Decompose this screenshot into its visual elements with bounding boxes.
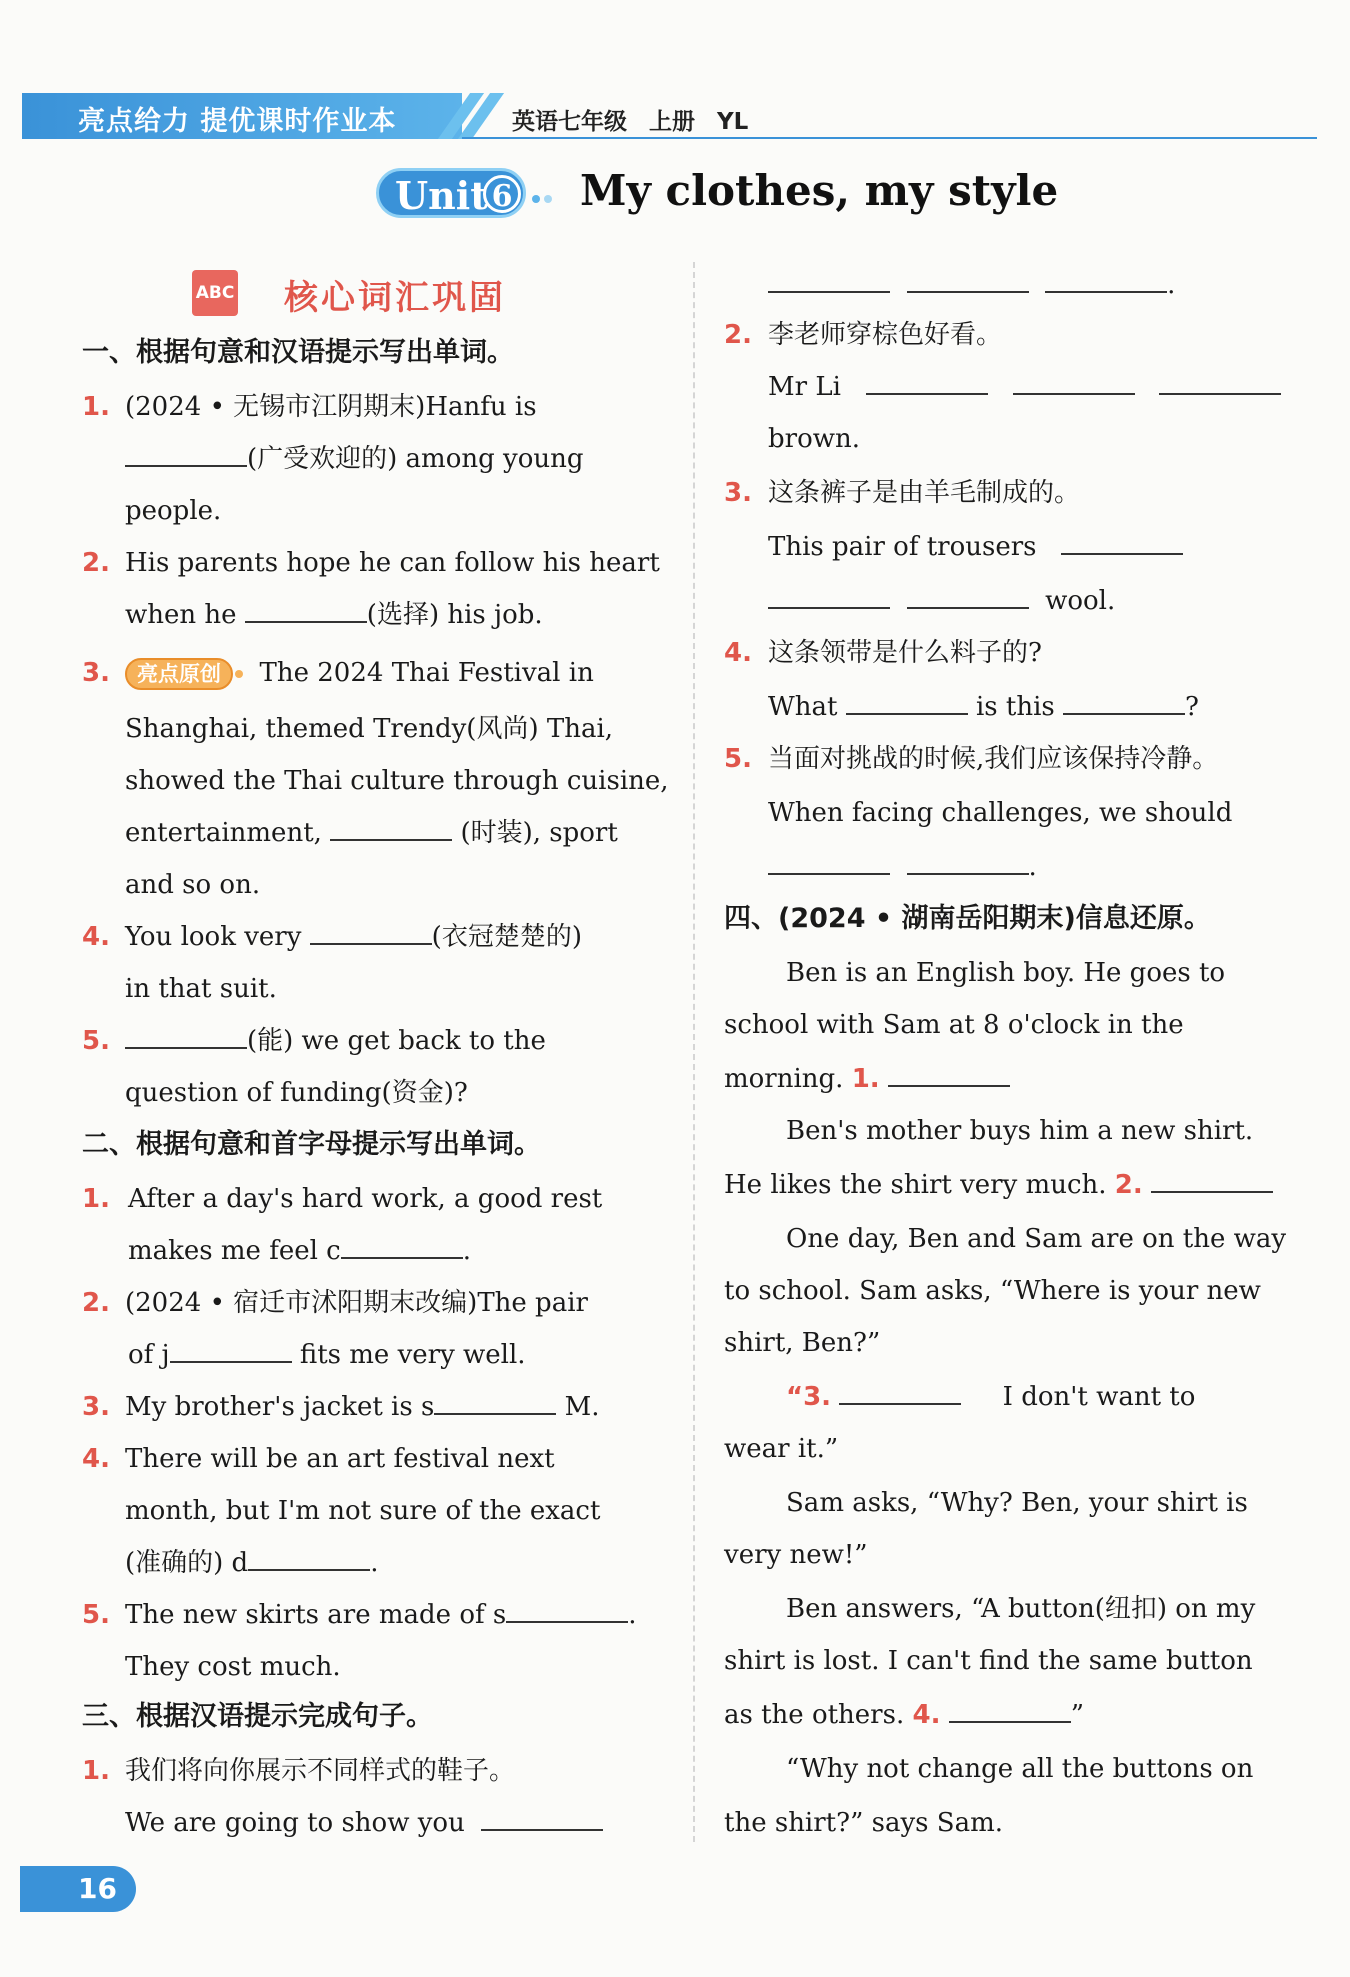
header-band	[22, 93, 1317, 139]
item-text: My brother's jacket is s M.	[125, 1392, 600, 1422]
item-text: There will be an art festival next	[125, 1444, 555, 1474]
answer-blank[interactable]	[949, 1699, 1071, 1723]
exercise-1-heading: 一、根据句意和汉语提示写出单词。	[82, 337, 514, 368]
answer-blank[interactable]	[1013, 371, 1135, 395]
passage-line: morning. 1.	[724, 1062, 1010, 1096]
blank-number: 4.	[912, 1700, 941, 1730]
page-number: 16	[20, 1866, 136, 1912]
item-number: 5.	[724, 744, 752, 774]
series-title: 亮点给力 提优课时作业本	[78, 106, 397, 137]
answer-blank[interactable]	[846, 691, 968, 715]
item-text: 亮点原创 The 2024 Thai Festival in	[125, 656, 594, 690]
answer-blank[interactable]	[341, 1235, 463, 1259]
passage-line: the shirt?” says Sam.	[724, 1808, 1003, 1838]
answer-blank[interactable]	[1045, 269, 1167, 293]
item-text: 李老师穿棕色好看。	[768, 320, 1003, 350]
item-text: (2024 • 无锡市江阴期末)Hanfu is	[125, 392, 537, 422]
answer-blank[interactable]	[1151, 1169, 1273, 1193]
passage-line: Sam asks, “Why? Ben, your shirt is	[786, 1488, 1248, 1518]
blank-number: 1.	[851, 1064, 880, 1094]
answer-blank[interactable]	[907, 585, 1029, 609]
item-text: They cost much.	[125, 1652, 341, 1682]
abc-icon: ABC	[192, 270, 238, 316]
answer-blank[interactable]	[125, 443, 247, 467]
item-text: (准确的) d .	[125, 1548, 379, 1578]
passage-line: as the others. 4. ”	[724, 1700, 1085, 1730]
exercise-4-heading: 四、(2024 • 湖南岳阳期末)信息还原。	[724, 903, 1211, 934]
item-text: 这条裤子是由羊毛制成的。	[768, 478, 1081, 508]
unit-number: 6	[483, 175, 521, 213]
answer-blank[interactable]	[1159, 371, 1281, 395]
answer-blank[interactable]	[248, 1547, 370, 1571]
item-text: You look very (衣冠楚楚的)	[125, 922, 582, 952]
item-text: of j fits me very well.	[128, 1340, 526, 1370]
passage-line: One day, Ben and Sam are on the way	[786, 1224, 1287, 1254]
item-text: makes me feel c .	[128, 1236, 472, 1266]
answer-blank[interactable]	[245, 599, 367, 623]
answer-blank[interactable]	[330, 817, 452, 841]
answer-blank[interactable]	[1063, 691, 1185, 715]
answer-blank[interactable]	[1061, 531, 1183, 555]
item-number: 5.	[82, 1600, 110, 1630]
item-text: 当面对挑战的时候,我们应该保持冷静。	[768, 744, 1219, 774]
item-text: What is this ?	[768, 692, 1199, 722]
header-rule	[462, 137, 1317, 139]
item-text: (2024 • 宿迁市沭阳期末改编)The pair	[125, 1288, 588, 1318]
passage-line: shirt, Ben?”	[724, 1328, 881, 1358]
item-text: showed the Thai culture through cuisine,	[125, 766, 669, 796]
item-text: when he (选择) his job.	[125, 600, 543, 630]
blank-number: “3.	[786, 1382, 832, 1412]
passage-line: He likes the shirt very much. 2.	[724, 1168, 1273, 1202]
item-text: This pair of trousers	[768, 530, 1183, 564]
passage-line: to school. Sam asks, “Where is your new	[724, 1276, 1261, 1306]
answer-blank[interactable]	[768, 585, 890, 609]
item-text: in that suit.	[125, 974, 277, 1004]
answer-blank[interactable]	[839, 1381, 961, 1405]
item-number: 1.	[82, 392, 110, 422]
unit-pill	[376, 168, 526, 218]
item-text: entertainment, (时装), sport	[125, 818, 618, 848]
passage-line: Ben answers, “A button(纽扣) on my	[786, 1594, 1256, 1624]
item-text: wool.	[768, 584, 1115, 618]
answer-blank[interactable]	[768, 269, 890, 293]
item-number: 4.	[724, 638, 752, 668]
item-number: 4.	[82, 1444, 110, 1474]
item-text: (能) we get back to the	[125, 1024, 546, 1058]
item-text: .	[768, 850, 1037, 884]
item-text: people.	[125, 496, 222, 526]
passage-line: Ben's mother buys him a new shirt.	[786, 1116, 1254, 1146]
item-text: and so on.	[125, 870, 261, 900]
item-number: 5.	[82, 1026, 110, 1056]
item-text: brown.	[768, 424, 860, 454]
item-text: (广受欢迎的) among young	[125, 442, 584, 476]
unit-label: Unit	[395, 173, 488, 218]
item-text: 这条领带是什么料子的?	[768, 638, 1042, 668]
answer-blank[interactable]	[768, 851, 890, 875]
item-number: 2.	[82, 548, 110, 578]
column-divider	[693, 262, 695, 1842]
unit-dots	[532, 188, 556, 207]
passage-line: “3. I don't want to	[786, 1382, 1196, 1412]
book-subtitle: 英语七年级 上册 YL	[512, 109, 749, 135]
passage-line: “Why not change all the buttons on	[786, 1754, 1254, 1784]
item-text: When facing challenges, we should	[768, 798, 1233, 828]
answer-blank[interactable]	[310, 921, 432, 945]
unit-title: My clothes, my style	[580, 166, 1059, 215]
answer-blank[interactable]	[125, 1025, 247, 1049]
item-text: month, but I'm not sure of the exact	[125, 1496, 601, 1526]
answer-blank[interactable]	[434, 1391, 556, 1415]
blank-number: 2.	[1114, 1170, 1143, 1200]
answer-blank[interactable]	[888, 1063, 1010, 1087]
item-number: 3.	[724, 478, 752, 508]
item-text: .	[768, 268, 1175, 302]
answer-blank[interactable]	[506, 1599, 628, 1623]
exercise-3-heading: 三、根据汉语提示完成句子。	[82, 1701, 433, 1732]
item-number: 4.	[82, 922, 110, 952]
item-text: We are going to show you	[125, 1806, 603, 1840]
answer-blank[interactable]	[170, 1339, 292, 1363]
item-number: 3.	[82, 1392, 110, 1422]
passage-line: shirt is lost. I can't find the same button	[724, 1646, 1253, 1676]
item-text: The new skirts are made of s .	[125, 1600, 637, 1630]
item-number: 3.	[82, 658, 110, 688]
item-text: His parents hope he can follow his heart	[125, 548, 660, 578]
answer-blank[interactable]	[866, 371, 988, 395]
answer-blank[interactable]	[907, 851, 1029, 875]
item-text: 我们将向你展示不同样式的鞋子。	[125, 1756, 516, 1786]
item-text: Shanghai, themed Trendy(风尚) Thai,	[125, 714, 614, 744]
passage-line: wear it.”	[724, 1434, 839, 1464]
item-number: 2.	[724, 320, 752, 350]
passage-line: Ben is an English boy. He goes to	[786, 958, 1226, 988]
item-number: 2.	[82, 1288, 110, 1318]
exercise-2-heading: 二、根据句意和首字母提示写出单词。	[82, 1129, 541, 1160]
item-text: question of funding(资金)?	[125, 1078, 468, 1108]
passage-line: very new!”	[724, 1540, 868, 1570]
answer-blank[interactable]	[481, 1807, 603, 1831]
passage-line: school with Sam at 8 o'clock in the	[724, 1010, 1184, 1040]
answer-blank[interactable]	[907, 269, 1029, 293]
original-tag: 亮点原创	[125, 658, 233, 690]
item-number: 1.	[82, 1184, 110, 1214]
section-title: 核心词汇巩固	[284, 278, 506, 318]
item-text: After a day's hard work, a good rest	[128, 1184, 603, 1214]
item-number: 1.	[82, 1756, 110, 1786]
item-text: Mr Li	[768, 370, 1281, 404]
